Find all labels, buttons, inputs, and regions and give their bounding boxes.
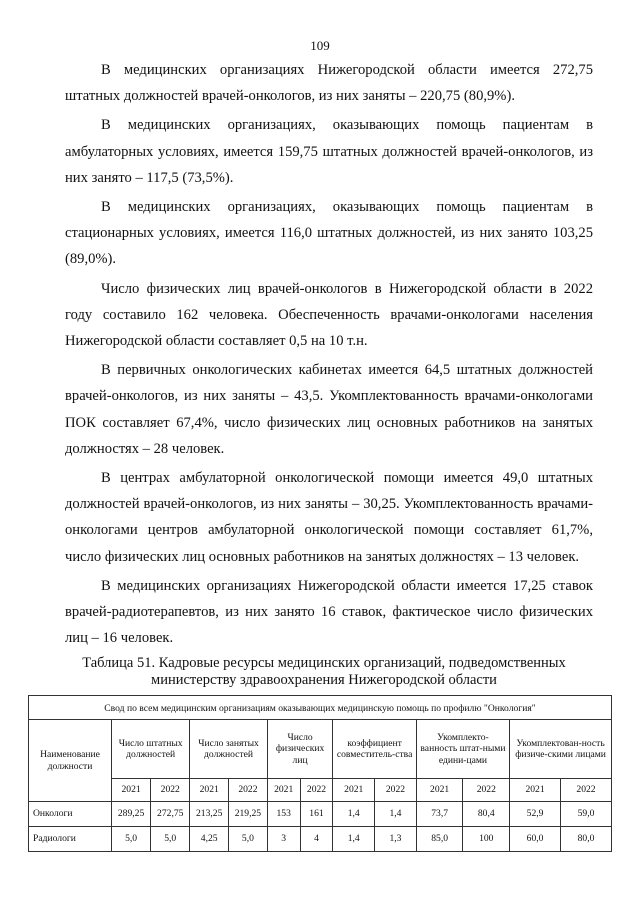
page-number: 109	[310, 38, 330, 53]
paragraph: Число физических лиц врачей-онкологов в Нижегородской области в 2022 году составило 162 человека. Обеспеченность врачами-онкологами населения Нижегородской области составляет 0,5 на 10 т.н.	[65, 280, 593, 350]
year-header: 2021	[112, 779, 151, 802]
paragraph: В медицинских организациях Нижегородской области имеется 272,75 штатных должностей врачей-онкологов, из них заняты – 220,75 (80,9%).	[65, 62, 593, 105]
year-header: 2021	[333, 779, 375, 802]
table-row	[29, 802, 612, 827]
year-header: 2021	[267, 779, 300, 802]
table-cell: 85,0	[416, 827, 463, 852]
table-cell: 1,4	[333, 802, 375, 827]
column-group-header: Укомплекто-ванность штат-ными едини-цами	[416, 720, 509, 779]
table-cell: 289,25	[112, 802, 151, 827]
column-group-header: коэффициент совместитель-ства	[333, 720, 416, 779]
column-group-header: Укомплектован-ность физиче-скими лицами	[510, 720, 612, 779]
column-group-header: Число штатных должностей	[112, 720, 190, 779]
column-header-position: Наименование должности	[29, 720, 112, 802]
table-cell: 5,0	[112, 827, 151, 852]
year-header: 2022	[151, 779, 190, 802]
paragraph: В первичных онкологических кабинетах имеется 64,5 штатных должностей врачей-онкологов, из них заняты – 43,5. Укомплектованность врачами-онкологами ПОК составляет 67,4%, число физических лиц основных работников на занятых должностях – 28 человек.	[65, 362, 593, 457]
paragraph: В медицинских организациях, оказывающих помощь пациентам в амбулаторных условиях, имеется 159,75 штатных должностей врачей-онкологов, из них занято – 117,5 (73,5%).	[65, 117, 593, 186]
table-cell: 59,0	[561, 802, 612, 827]
table-cell: 219,25	[229, 802, 268, 827]
table-cell: 80,0	[561, 827, 612, 852]
table-cell: 4	[300, 827, 333, 852]
body-text	[65, 57, 593, 654]
table-cell: 5,0	[229, 827, 268, 852]
table-cell: 161	[300, 802, 333, 827]
table-cell: 3	[267, 827, 300, 852]
table-row	[29, 827, 612, 852]
paragraph: В медицинских организациях, оказывающих помощь пациентам в стационарных условиях, имеется 116,0 штатных должностей, из них занято 103,25 (89,0%).	[65, 199, 593, 268]
row-name: Радиологи	[29, 827, 112, 852]
table-cell: 1,3	[375, 827, 417, 852]
table-cell: 5,0	[151, 827, 190, 852]
paragraph: В центрах амбулаторной онкологической помощи имеется 49,0 штатных должностей врачей-онкологов, из них заняты – 30,25. Укомплектованность врачами-онкологами центров амбулаторной онкологической помощи составляет 61,7%, число физических лиц основных работников на занятых должностях – 13 человек.	[65, 470, 593, 565]
paragraph: В медицинских организациях Нижегородской области имеется 17,25 ставок врачей-радиотерапевтов, из них занято 16 ставок, фактическое число физических лиц – 16 человек.	[65, 577, 593, 647]
year-header: 2022	[375, 779, 417, 802]
staff-resources-table	[28, 695, 612, 852]
table-cell: 52,9	[510, 802, 561, 827]
year-header: 2021	[416, 779, 463, 802]
table-cell: 272,75	[151, 802, 190, 827]
year-header: 2022	[561, 779, 612, 802]
table-cell: 153	[267, 802, 300, 827]
row-name: Онкологи	[29, 802, 112, 827]
year-header: 2022	[463, 779, 510, 802]
table-cell: 73,7	[416, 802, 463, 827]
table-cell: 4,25	[190, 827, 229, 852]
table-caption: Таблица 51. Кадровые ресурсы медицинских организаций, подведомственных министерству здравоохранения Нижегородской области	[82, 655, 566, 688]
column-group-header: Число занятых должностей	[190, 720, 267, 779]
table-cell: 1,4	[375, 802, 417, 827]
table-summary-header: Свод по всем медицинским организациям оказывающих медицинскую помощь по профилю "Онкология"	[29, 696, 612, 720]
table-cell: 1,4	[333, 827, 375, 852]
table-cell: 60,0	[510, 827, 561, 852]
year-header: 2021	[510, 779, 561, 802]
year-header: 2022	[300, 779, 333, 802]
table-cell: 213,25	[190, 802, 229, 827]
column-group-header: Число физических лиц	[267, 720, 333, 779]
table-cell: 100	[463, 827, 510, 852]
table-cell: 80,4	[463, 802, 510, 827]
year-header: 2022	[229, 779, 268, 802]
year-header: 2021	[190, 779, 229, 802]
